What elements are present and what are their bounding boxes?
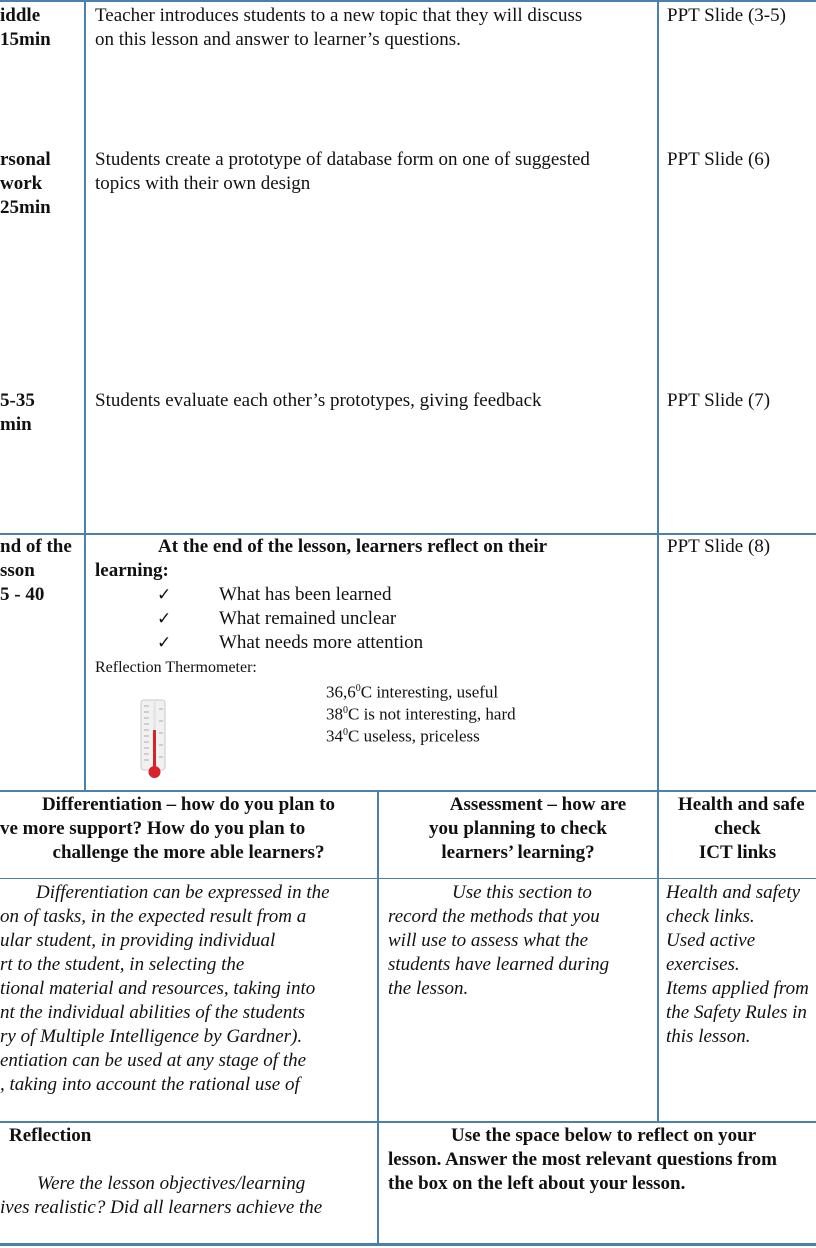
reflection-prompt: Were the lesson objectives/learning ives realistic? Did all learners achieve the bbox=[0, 1173, 323, 1218]
health-body: Health and safety check links. Used active exercises. Items applied from the Safety Rules in this lesson. bbox=[666, 882, 809, 1047]
stage-time: rsonal work 25min bbox=[0, 149, 51, 218]
check-icon: ✓ bbox=[157, 633, 172, 652]
table-bottom-border bbox=[0, 1243, 816, 1246]
row-divider-headers bbox=[0, 790, 816, 792]
stage-resource: PPT Slide (6) bbox=[667, 149, 771, 170]
stage-time: nd of the sson 5 - 40 bbox=[0, 536, 72, 605]
col-divider-resource bbox=[657, 0, 659, 1122]
assessment-header: Assessment – how are you planning to check learners’ learning? bbox=[429, 794, 627, 863]
row-divider-bodies bbox=[0, 878, 816, 879]
stage-resource: PPT Slide (8) bbox=[667, 536, 771, 557]
stage-time: 5-35 min bbox=[0, 390, 35, 435]
checklist-item: What remained unclear bbox=[219, 608, 397, 629]
differentiation-header: Differentiation – how do you plan to ve more support? How do you plan to challenge the more able learners? bbox=[0, 794, 336, 863]
health-header: Health and safe check ICT links bbox=[678, 794, 805, 863]
reflection-instruction: Use the space below to reflect on your lesson. Answer the most relevant questions from the box on the left about your lesson. bbox=[388, 1125, 777, 1194]
stage-activity: Students create a prototype of database form on one of suggested topics with their own design bbox=[95, 149, 590, 194]
thermometer-line: $38^0C$ is not interesting, hard bbox=[326, 704, 516, 724]
stage-activity: Teacher introduces students to a new topic that they will discuss on this lesson and answer to learner’s questions. bbox=[95, 5, 583, 50]
row-divider-reflection bbox=[0, 1121, 816, 1123]
table-top-border bbox=[0, 0, 816, 2]
stage-activity: Students evaluate each other’s prototypes, giving feedback bbox=[95, 390, 542, 411]
reflection-title: Reflection bbox=[9, 1125, 92, 1146]
stage-resource: PPT Slide (7) bbox=[667, 390, 771, 411]
reflect-heading-line2: learning: bbox=[95, 560, 169, 581]
checklist-item: What needs more attention bbox=[219, 632, 424, 653]
reflect-heading-line1: At the end of the lesson, learners reflect on their bbox=[158, 536, 548, 557]
check-icon: ✓ bbox=[157, 585, 172, 604]
differentiation-body: Differentiation can be expressed in the on of tasks, in the expected result from a ular student, in providing individual rt to the student, in selecting the tional material and resources, taking into nt the individual abilities of the students ry of Multiple Intelligence by Gardner). entiation can be used at any stage of the , taking into account the rational use of bbox=[0, 882, 330, 1095]
assessment-body: Use this section to record the methods that you will use to assess what the students have learned during the lesson. bbox=[388, 882, 610, 999]
check-icon: ✓ bbox=[157, 609, 172, 628]
stage-time: iddle 15min bbox=[0, 5, 51, 50]
thermometer-icon bbox=[136, 698, 172, 782]
thermometer-line: 36,6$^0$C interesting, useful bbox=[326, 682, 499, 702]
thermometer-title: Reflection Thermometer: bbox=[95, 659, 257, 676]
stage-resource: PPT Slide (3-5) bbox=[667, 5, 786, 26]
checklist-item: What has been learned bbox=[219, 584, 392, 605]
thermometer-line: $34^0C$ useless, priceless bbox=[326, 726, 480, 746]
col-divider-time bbox=[84, 0, 86, 791]
